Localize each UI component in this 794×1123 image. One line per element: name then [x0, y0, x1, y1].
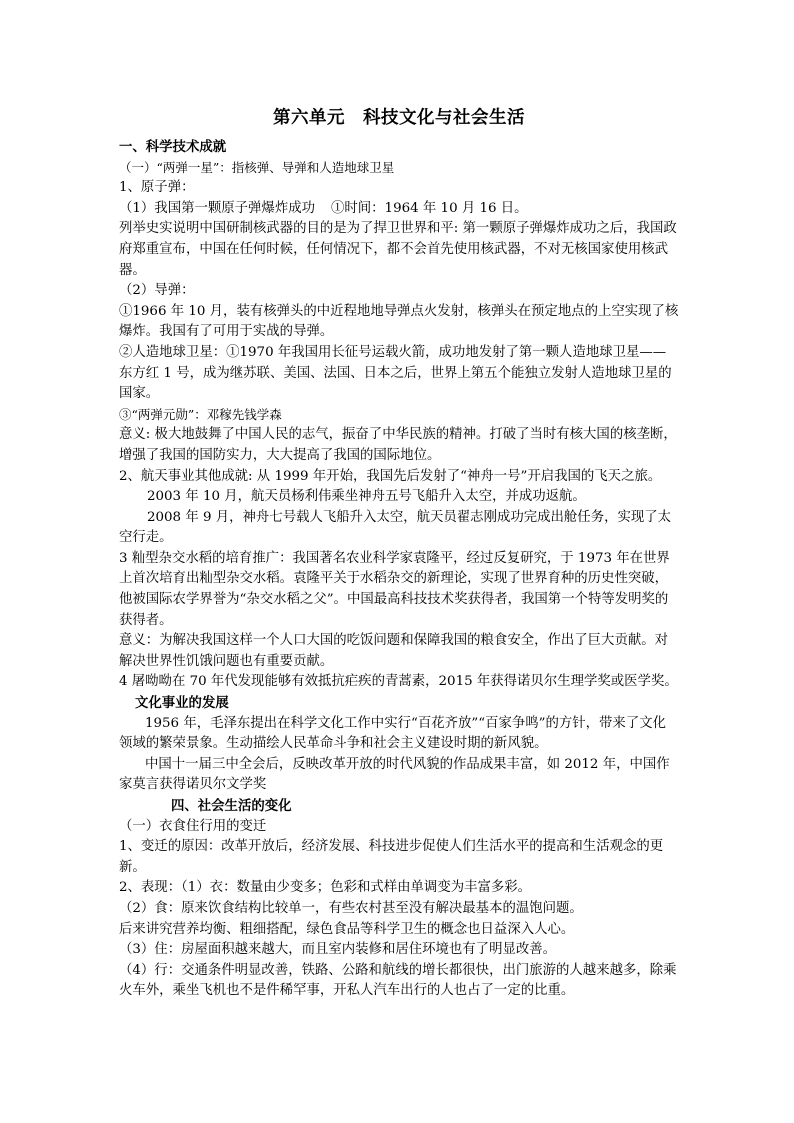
section-heading-science: 一、科学技术成就: [119, 139, 227, 155]
paragraph-tu-youyou: 4 屠呦呦在 70 年代发现能够有效抵抗疟疾的青蒿素，2015 年获得诺贝尔生理学奖或医学奖。: [119, 674, 678, 690]
title-topic: 科技文化与社会生活: [363, 108, 525, 128]
paragraph-clothing: 2、表现：（1）衣：数量由少变多；色彩和式样由单调变为丰富多彩。: [119, 880, 532, 896]
paragraph-change-reasons: 1、变迁的原因：改革开放后，经济发展、科技进步促使人们生活水平的提高和生活观念的更新。: [119, 839, 664, 875]
paragraph-food-later: 后来讲究营养均衡、粗细搭配，绿色食品等科学卫生的概念也日益深入人心。: [119, 921, 575, 937]
paragraph-missile-1966: ①1966 年 10 月，装有核弹头的中近程地地导弹点火发射，核弹头在预定地点的上空实现了核爆炸。我国有了可用于实战的导弹。: [119, 303, 679, 340]
item-meritorious-scientists: ③“两弹元勋”：邓稼先钱学森: [119, 406, 282, 422]
section-heading-culture: 文化事业的发展: [135, 695, 229, 712]
paragraph-hybrid-rice: 3 籼型杂交水稻的培育推广：我国著名农业科学家袁隆平，经过反复研究，于 1973 年在世界上首次培育出籼型杂交水稻。袁隆平关于水稻杂交的新理论，实现了世界育种的历史性突破，他被国际农学界誉为“杂交水稻之父”。中国最高科技技术奖获得者，我国第一个特等发明奖的获得者。: [119, 550, 670, 628]
item-missile: （2）导弹：: [119, 283, 195, 299]
document-title: [119, 104, 679, 129]
paragraph-shenzhou-5: 2003 年 10 月，航天员杨利伟乘坐神舟五号飞船升入太空，并成功返航。: [147, 489, 586, 505]
section-heading-social-life: 四、社会生活的变化: [171, 798, 292, 814]
item-first-atomic-bomb-line: [119, 199, 679, 220]
paragraph-shenzhou-7: 2008 年 9 月，神舟七号载人飞船升入太空，航天员翟志刚成功完成出舱任务，实现了太空行走。: [119, 509, 672, 546]
paragraph-aerospace: 2、航天事业其他成就: 从 1999 年开始，我国先后发射了“神舟一号”开启我国的飞天之旅。: [119, 468, 662, 484]
title-unit: 第六单元: [273, 108, 345, 128]
first-atomic-bomb: （1）我国第一颗原子弹爆炸成功: [119, 200, 315, 216]
atomic-bomb-date: ①时间：1964 年 10 月 16 日。: [331, 200, 528, 216]
paragraph-hundred-flowers: 1956 年，毛泽东提出在科学文化工作中实行“百花齐放”“百家争鸣”的方针，带来了文化领域的繁荣景象。生动描绘人民革命斗争和社会主义建设时期的新风貌。: [119, 715, 666, 752]
document-body: [119, 104, 679, 1002]
item-atomic-bomb: 1、原子弹：: [119, 180, 195, 196]
paragraph-food: （2）食：原来饮食结构比较单一，有些农村甚至没有解决最基本的温饱问题。: [119, 900, 583, 916]
subsection-daily-life: （一）衣食住行用的变迁: [119, 818, 267, 834]
paragraph-housing: （3）住：房屋面积越来越大，而且室内装修和居住环境也有了明显改善。: [119, 942, 557, 958]
paragraph-significance-1: 意义: 极大地鼓舞了中国人民的志气，振奋了中华民族的精神。打破了当时有核大国的核垄断，增强了我国的国防实力，大大提高了我国的国际地位。: [119, 427, 677, 463]
paragraph-transport: （4）行：交通条件明显改善，铁路、公路和航线的增长都很快，出门旅游的人越来越多，除乘火车外，乘坐飞机也不是件稀罕事，开私人汽车出行的人也占了一定的比重。: [119, 962, 677, 999]
subsection-two-bombs-one-satellite: （一）“两弹一星”：指核弹、导弹和人造地球卫星: [119, 159, 395, 175]
paragraph-satellite: ②人造地球卫星：①1970 年我国用长征号运载火箭，成功地发射了第一颗人造地球卫星——东方红 1 号，成为继苏联、美国、法国、日本之后，世界上第五个能独立发射人造地球卫星的国家。: [119, 344, 672, 402]
paragraph-reform-era-culture: 中国十一届三中全会后，反映改革开放的时代风貌的作品成果丰富，如 2012 年，中国作家莫言获得诺贝尔文学奖: [119, 756, 670, 793]
paragraph-nuclear-purpose: 列举史实说明中国研制核武器的目的是为了捍卫世界和平: 第一颗原子弹爆炸成功之后，我国政府郑重宣布，中国在任何时候，任何情况下，都不会首先使用核武器，不对无核国家使用核武器。: [119, 221, 677, 278]
paragraph-significance-2: 意义：为解决我国这样一个人口大国的吃饭问题和保障我国的粮食安全，作出了巨大贡献。对解决世界性饥饿问题也有重要贡献。: [119, 633, 669, 669]
